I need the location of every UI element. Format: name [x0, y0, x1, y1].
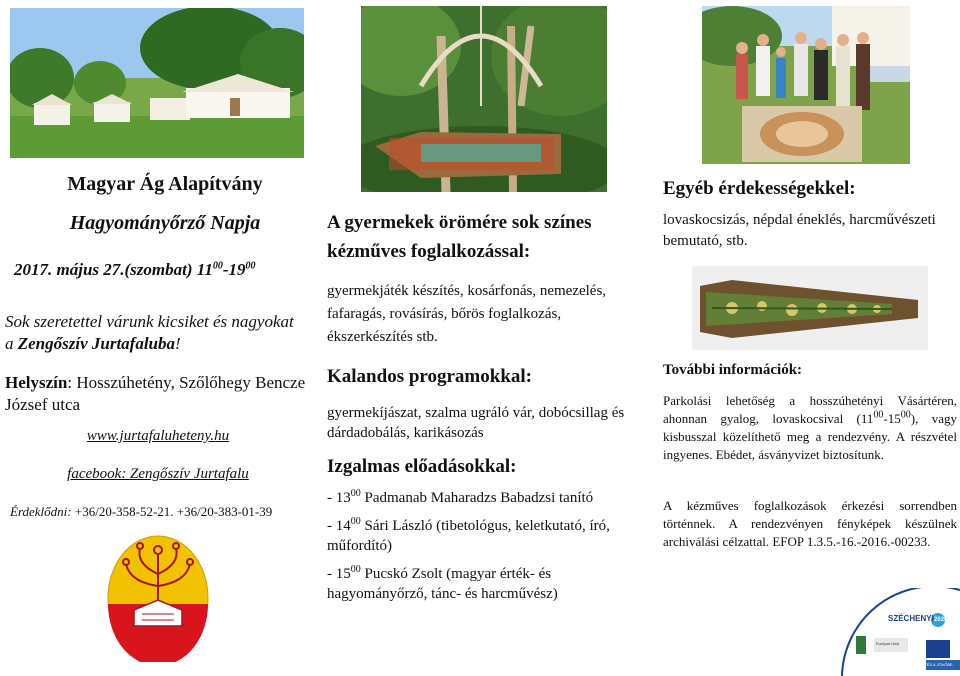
list-item: - $13^{00}$ Padmanab Maharadzs Babadzsi tanító: [327, 488, 594, 506]
crafts-text: gyermekjáték készítés, kosárfonás, nemezelés, fafaragás, rovásírás, bőrös foglalkozás, ékszerkészítés stb.: [327, 283, 607, 345]
group-photo: [702, 6, 910, 164]
eu-label: Európai Unió: [876, 641, 900, 646]
info-heading: További információk:: [663, 362, 803, 378]
talks-heading: Izgalmas előadásokkal:: [327, 456, 517, 477]
investing-label: BEFEKTETÉS A JÖVŐBE: [906, 662, 953, 667]
event-title: Hagyományőrző Napja: [69, 212, 261, 234]
info-text: Parkolási lehetőség a hosszúhetényi Vásártéren, ahonnan gyalog, lovaskocsival $(11^{00}-15^{00})$, vagy kisbusszal közelíthető meg a rendezvény. A részvétel ingyenes. Ebédet, ásványvizet biztosítunk.: [663, 393, 957, 462]
list-item: - $15^{00}$ Pucskó Zsolt (magyar érték- és hagyományőrző, tánc- és harcművész): [327, 564, 558, 602]
welcome-text: Sok szeretettel várunk kicsiket és nagyokat a Zengőszív Jurtafaluba!: [5, 312, 294, 353]
facebook-link[interactable]: facebook: Zengőszív Jurtafalu: [67, 466, 249, 482]
szechenyi-number: 2020: [934, 617, 948, 623]
adventure-heading: Kalandos programokkal:: [327, 366, 532, 387]
notes-text: A kézműves foglalkozások érkezési sorrendben történnek. A rendezvényen fényképek készülnek archiválási célzattal. EFOP 1.3.5.-16.-2016.-00233.: [663, 498, 957, 549]
organization-name: Magyar Ág Alapítvány: [67, 173, 263, 195]
crafts-heading: A gyermekek örömére sok színes kézműves foglalkozással:: [327, 212, 592, 262]
other-text: lovaskocsizás, népdal éneklés, harcművészeti bemutató, stb.: [663, 212, 936, 249]
szechenyi-label: SZÉCHENYI 2020: [888, 614, 948, 623]
wooden-sign-photo: [361, 6, 607, 192]
event-date: 2017. május 27.(szombat) $11^{00}-19^{00}$: [14, 260, 256, 279]
yurt-village-photo: [10, 8, 304, 158]
talks-list: [327, 488, 642, 612]
contact-info: Érdeklődni: +36/20-358-52-21. +36/20-383-01-39: [10, 504, 273, 519]
other-heading: Egyéb érdekességekkel:: [663, 178, 856, 199]
szechenyi-2020-badge: [838, 588, 960, 676]
list-item: - $14^{00}$ Sári László (tibetológus, keletkutató, író, műfordító): [327, 516, 610, 554]
crest-logo: [106, 534, 210, 662]
adventure-text: gyermekíjászat, szalma ugráló vár, dobócsillag és dárdadobálás, karikásozás: [327, 405, 625, 441]
venue: Helyszín: Hosszúhetény, Szőlőhegy Bencze József utca: [5, 373, 306, 414]
carved-wood-photo: [692, 266, 928, 350]
website-link[interactable]: www.jurtafaluheteny.hu: [86, 428, 230, 444]
